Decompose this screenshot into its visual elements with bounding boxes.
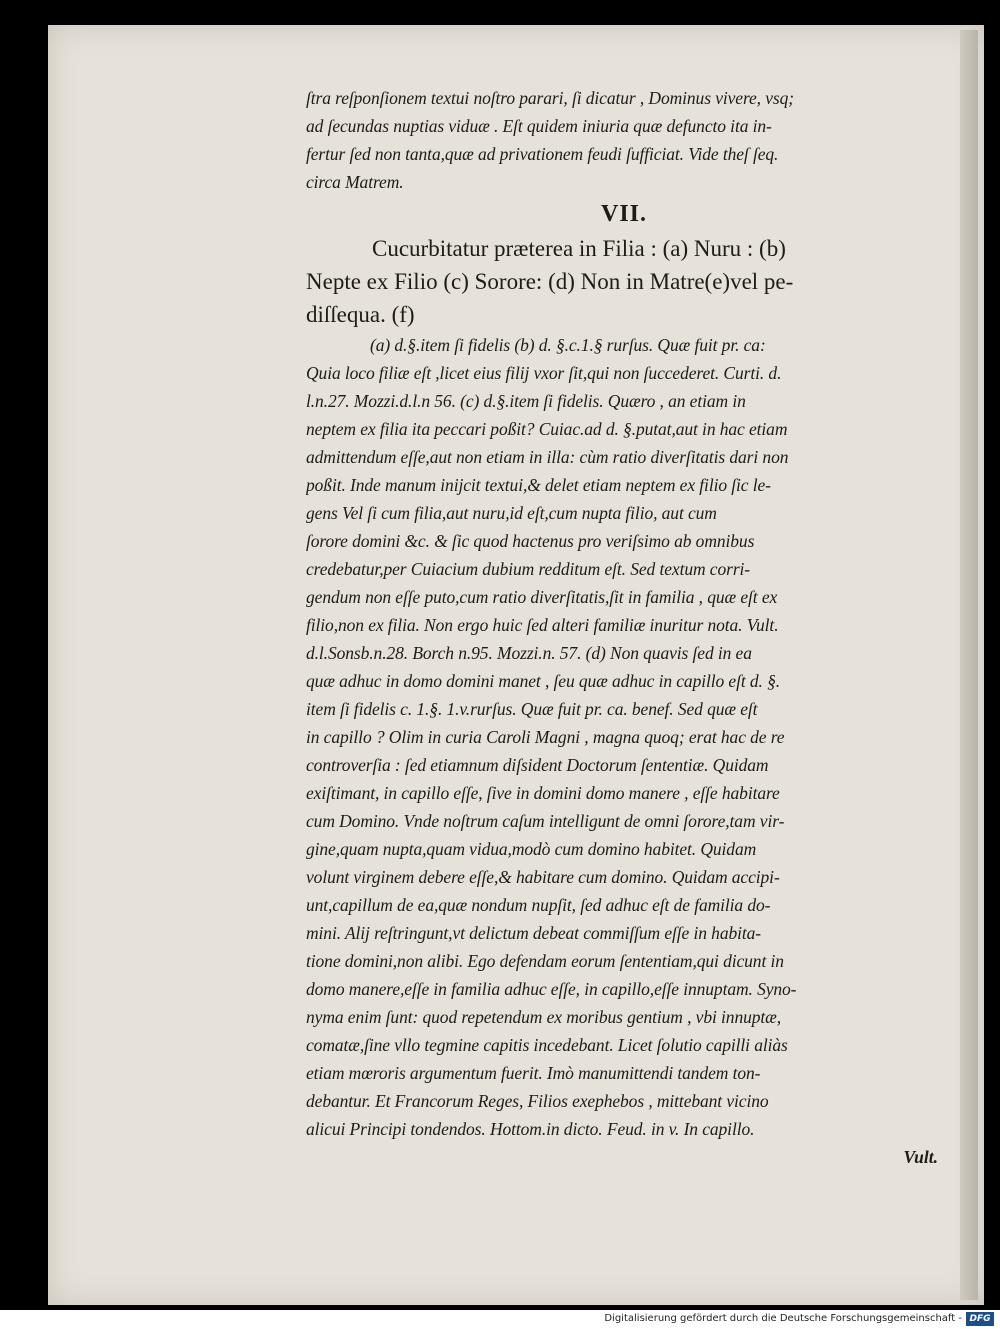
note-line: nyma enim ſunt: quod repetendum ex moribus gentium , vbi innuptæ, (306, 1007, 781, 1027)
note-line: gens Vel ſi cum filia,aut nuru,id eſt,cum nupta filio, aut cum (306, 503, 717, 523)
note-line: gendum non eſſe puto,cum ratio diverſitatis,ſit in familia , quæ eſt ex (306, 587, 778, 607)
thesis-line: diſſequa. (f) (306, 302, 415, 327)
note-line: item ſi fidelis c. 1.§. 1.v.rurſus. Quæ fuit pr. ca. benef. Sed quæ eſt (306, 699, 758, 719)
text-line: ad ſecundas nuptias viduæ . Eſt quidem iniuria quæ defuncto ita in- (306, 116, 772, 136)
note-line: credebatur,per Cuiacium dubium redditum eſt. Sed textum corri- (306, 559, 751, 579)
note-line: volunt virginem debere eſſe,& habitare cum domino. Quidam accipi- (306, 867, 780, 887)
note-line: unt,capillum de ea,quæ nondum nupſit, ſed adhuc eſt de familia do- (306, 895, 771, 915)
page-text (306, 84, 942, 1171)
note-line: ſorore domini &c. & ſic quod hactenus pro veriſsimo ab omnibus (306, 531, 755, 551)
note-line: quæ adhuc in domo domini manet , ſeu quæ adhuc in capillo eſt d. §. (306, 671, 781, 691)
note-line: (a) d.§.item ſi fidelis (b) d. §.c.1.§ rurſus. Quæ fuit pr. ca: (370, 335, 766, 355)
text-line: fertur ſed non tanta,quæ ad privationem feudi ſufficiat. Vide theſ ſeq. (306, 144, 779, 164)
section-heading: VII. (600, 201, 647, 227)
text-line: circa Matrem. (306, 172, 404, 192)
thesis-line: Cucurbitatur præterea in Filia : (a) Nuru : (b) (372, 236, 786, 261)
note-line: neptem ex filia ita peccari poßit? Cuiac.ad d. §.putat,aut in hac etiam (306, 419, 788, 439)
note-line: gine,quam nupta,quam vidua,modò cum domino habitet. Quidam (306, 839, 757, 859)
note-line: mini. Alij reſtringunt,vt delictum debeat commiſſum eſſe in habita- (306, 923, 762, 943)
note-line: controverſia : ſed etiamnum diſsident Doctorum ſententiæ. Quidam (306, 755, 769, 775)
thesis-line: Nepte ex Filio (c) Sorore: (d) Non in Matre(e)vel pe- (306, 269, 794, 294)
note-line: admittendum eſſe,aut non etiam in illa: cùm ratio diverſitatis dari non (306, 447, 789, 467)
note-line: Quia loco filiæ eſt ,licet eius filij vxor ſit,qui non ſuccederet. Curti. d. (306, 363, 782, 383)
catchword: Vult. (903, 1147, 938, 1167)
note-line: cum Domino. Vnde noſtrum caſum intelligunt de omni ſorore,tam vir- (306, 811, 785, 831)
note-line: l.n.27. Mozzi.d.l.n 56. (c) d.§.item ſi fidelis. Quæro , an etiam in (306, 391, 746, 411)
note-line: debantur. Et Francorum Reges, Filios exephebos , mittebant vicino (306, 1091, 769, 1111)
note-line: d.l.Sonsb.n.28. Borch n.95. Mozzi.n. 57. (d) Non quavis ſed in ea (306, 643, 752, 663)
dfg-logo: DFG (966, 1312, 994, 1326)
note-line: domo manere,eſſe in familia adhuc eſſe, in capillo,eſſe innuptam. Syno- (306, 979, 797, 999)
note-line: filio,non ex filia. Non ergo huic ſed alteri familiæ inuritur nota. Vult. (306, 615, 779, 635)
note-line: poßit. Inde manum inijcit textui,& delet etiam neptem ex filio ſic le- (306, 475, 771, 495)
note-line: in capillo ? Olim in curia Caroli Magni , magna quoq; erat hac de re (306, 727, 785, 747)
note-line: tione domini,non alibi. Ego defendam eorum ſententiam,qui dicunt in (306, 951, 784, 971)
note-line: alicui Principi tondendos. Hottom.in dicto. Feud. in v. In capillo. (306, 1119, 755, 1139)
note-line: exiſtimant, in capillo eſſe, ſive in domini domo manere , eſſe habitare (306, 783, 780, 803)
note-line: comatæ,ſine vllo tegmine capitis incedebant. Licet ſolutio capilli aliàs (306, 1035, 788, 1055)
text-line: ſtra reſponſionem textui noſtro parari, ſi dicatur , Dominus vivere, vsq; (306, 88, 794, 108)
footer-credit: Digitalisierung gefördert durch die Deutsche Forschungsgemeinschaft - (604, 1313, 962, 1324)
note-line: etiam mœroris argumentum fuerit. Imò manumittendi tandem ton- (306, 1063, 761, 1083)
page-edge (960, 30, 978, 1300)
